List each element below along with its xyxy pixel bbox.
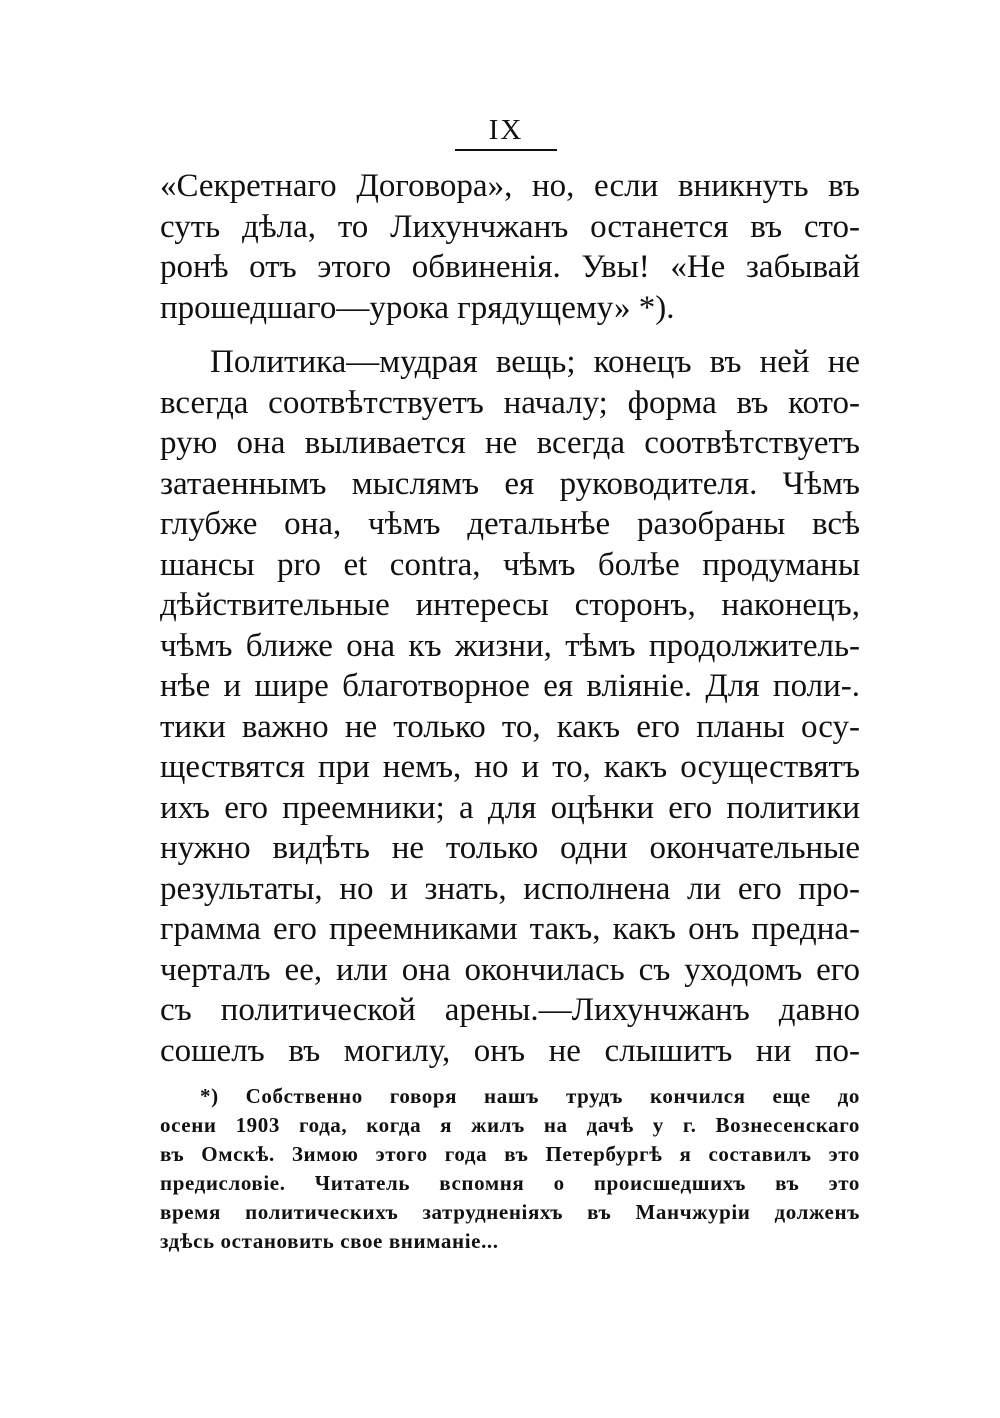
footnote-line: предисловіе. Читатель вспомня о происшедшихъ въ это: [160, 1171, 860, 1195]
text-line: грамма его преемниками такъ, какъ онъ предна-: [160, 911, 860, 947]
footnote-line: осени 1903 года, когда я жилъ на дачѣ у г. Вознесенскаго: [160, 1113, 860, 1137]
text-line: дѣйствительные интересы сторонъ, наконецъ,: [160, 587, 860, 623]
page-number-rule: [455, 149, 557, 151]
text-line: результаты, но и знать, исполнена ли его про-: [160, 870, 860, 907]
text-line: всегда соотвѣтствуетъ началу; форма въ кото-: [160, 384, 860, 421]
footnote-line: въ Омскѣ. Зимою этого года въ Петербургѣ я составилъ это: [160, 1142, 860, 1166]
text-line: затаеннымъ мыслямъ ея руководителя. Чѣмъ: [160, 465, 860, 502]
text-line: рую она выливается не всегда соотвѣтствуетъ: [160, 425, 860, 461]
text-line: нѣе и шире благотворное ея вліяніе. Для поли-.: [160, 668, 860, 704]
text-line: тики важно не только то, какъ его планы осу-: [160, 708, 860, 745]
page-number: IX: [488, 114, 524, 146]
text-line: суть дѣла, то Лихунчжанъ останется въ сто-: [160, 208, 860, 245]
text-line: ронѣ отъ этого обвиненія. Увы! «Не забывай: [160, 249, 860, 285]
text-line: черталъ ее, или она окончилась съ уходомъ его: [160, 951, 860, 988]
text-line: глубже она, чѣмъ детальнѣе разобраны всѣ: [160, 506, 860, 542]
paragraph: [160, 166, 860, 328]
text-line: съ политической арены.—Лихунчжанъ давно: [160, 992, 860, 1028]
text-line: сошелъ въ могилу, онъ не слышитъ ни по-: [160, 1032, 860, 1069]
text-line: чѣмъ ближе она къ жизни, тѣмъ продолжитель-: [160, 627, 860, 664]
paragraph: [160, 342, 860, 1071]
text-line: прошедшаго—урока грядущему» *).: [160, 289, 675, 326]
text-line: ихъ его преемники; а для оцѣнки его политики: [160, 789, 860, 826]
footnote-line: здѣсь остановить свое вниманіе...: [160, 1229, 499, 1253]
text-line: Политика—мудрая вещь; конецъ въ ней не: [210, 344, 860, 380]
footnote-line: время политическихъ затрудненіяхъ въ Манчжуріи долженъ: [160, 1200, 860, 1224]
text-line: «Секретнаго Договора», но, если вникнуть въ: [160, 168, 860, 204]
footnote-line: *) Собственно говоря нашъ трудъ кончился еще до: [200, 1084, 860, 1108]
text-line: нужно видѣть не только одни окончательные: [160, 830, 860, 866]
paragraph-gap: [160, 328, 860, 342]
footnote: [160, 1082, 860, 1256]
text-line: шансы pro et contra, чѣмъ болѣе продуманы: [160, 546, 860, 583]
text-line: ществятся при немъ, но и то, какъ осуществятъ: [160, 749, 860, 785]
body-text: [160, 166, 860, 1071]
